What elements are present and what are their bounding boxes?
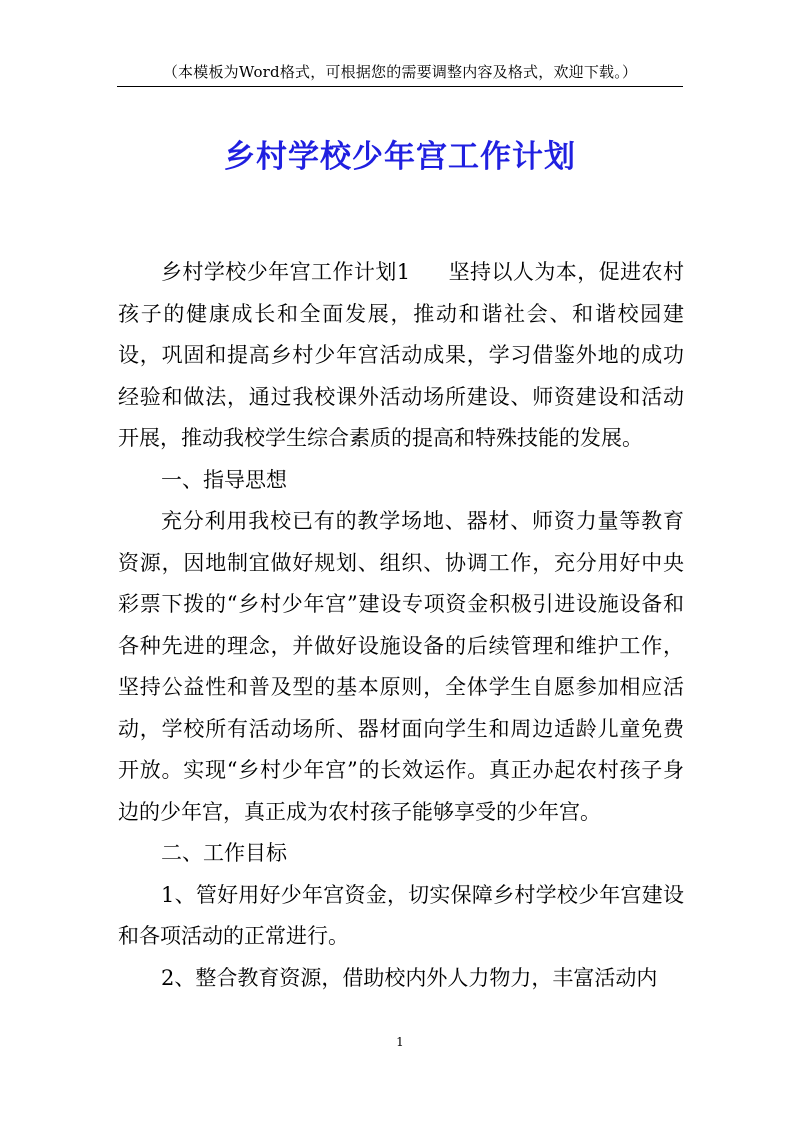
section-heading-guiding-ideology: 一、指导思想 [161, 467, 287, 492]
document-body [118, 252, 684, 999]
goal-item-1: 1、管好用好少年宫资金，切实保障乡村学校少年宫建设和各项活动的正常进行。 [118, 882, 684, 948]
template-note: （本模板为Word格式，可根据您的需要调整内容及格式，欢迎下载。） [162, 63, 638, 81]
intro-lead: 乡村学校少年宫工作计划1 [161, 260, 411, 284]
section-paragraph-guiding-ideology: 充分利用我校已有的教学场地、器材、师资力量等教育资源，因地制宜做好规划、组织、协调工作，充分用好中央彩票下拨的“乡村少年宫”建设专项资金积极引进设施设备和各种先进的理念，并做好设施设备的后续管理和维护工作，坚持公益性和普及型的基本原则，全体学生自愿参加相应活动，学校所有活动场所、器材面向学生和周边适龄儿童免费开放。实现“乡村少年宫”的长效运作。真正办起农村孩子身边的少年宫，真正成为农村孩子能够享受的少年宫。 [118, 509, 684, 824]
document-title: 乡村学校少年宫工作计划 [224, 139, 576, 175]
goal-item-2: 2、整合教育资源，借助校内外人力物力，丰富活动内 [161, 965, 658, 990]
intro-paragraph [118, 252, 684, 460]
header-divider [117, 86, 683, 87]
intro-text: 坚持以人为本，促进农村孩子的健康成长和全面发展，推动和谐社会、和谐校园建设，巩固和提高乡村少年宫活动成果，学习借鉴外地的成功经验和做法，通过我校课外活动场所建设、师资建设和活动开展，推动我校学生综合素质的提高和特殊技能的发展。 [118, 260, 684, 450]
section-heading-work-goals: 二、工作目标 [161, 841, 287, 865]
page-number: 1 [396, 1035, 404, 1049]
